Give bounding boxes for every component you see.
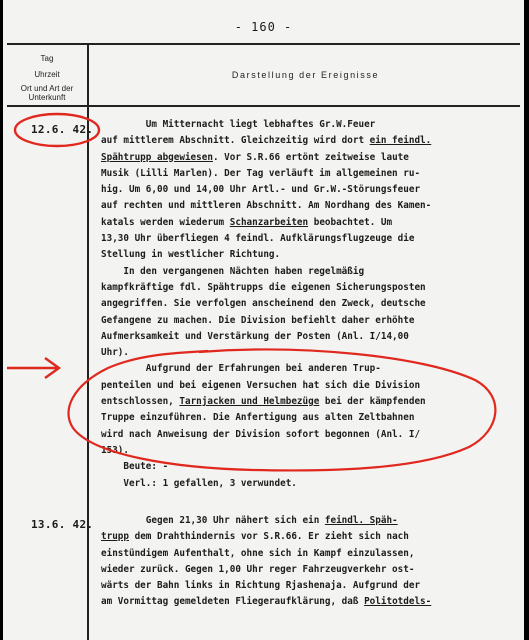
text-segment: . Vor S.R.66 ertönt zeitweise laute (212, 151, 409, 163)
text-segment: 13,30 Uhr überfliegen 4 feindl. Aufklärungsflugzeuge die (101, 233, 415, 245)
text-segment: entschlossen, (101, 396, 180, 408)
text-segment: Musik (Lilli Marlen). Der Tag verläuft im allgemeinen ru- (101, 167, 421, 179)
text-segment: wärts der Bahn links in Richtung Rjashenaja. Aufgrund der (101, 580, 421, 592)
text-segment: Verl.: 1 gefallen, 3 verwundet. (101, 477, 297, 489)
underlined-text: Spähtrupp abgewiesen (101, 151, 213, 163)
text-segment: bei der kämpfenden (319, 396, 426, 408)
header-title: Darstellung der Ereignisse (231, 70, 380, 80)
text-segment: Gegen 21,30 Uhr nähert sich ein (101, 515, 325, 526)
text-segment: auf mittlerem Abschnitt. Gleichzeitig wird dort (101, 135, 370, 147)
entry-date-2: 13.6. 42. (31, 518, 94, 531)
text-segment: kampfkräftige fdl. Spähtrupps die eigenen Sicherungsposten (101, 281, 426, 293)
text-segment: wieder zurück. Gegen 1,00 Uhr reger Fahrzeugverkehr ost- (101, 563, 415, 575)
underlined-text: trupp (101, 531, 129, 543)
text-segment: am Vormittag gemeldeten Fliegeraufklärung, daß (101, 596, 365, 608)
text-segment: Beute: - (101, 461, 169, 473)
text-segment: katals werden wiederum (101, 216, 230, 228)
text-segment: penteilen und bei eigenen Versuchen hat sich die Division (101, 379, 421, 391)
date-circle-annotation (15, 114, 99, 146)
text-segment: Gefangene zu machen. Die Division befiehlt daher erhöhte (101, 314, 415, 326)
text-segment: Uhr). (101, 347, 129, 359)
page-number: - 160 - (234, 20, 293, 34)
text-segment: angegriffen. Sie verfolgen anscheinend den Zweck, deutsche (101, 298, 426, 310)
entry-date-1: 12.6. 42. (31, 123, 94, 136)
text-segment: Truppe einzuführen. Die Anfertigung aus alten Zeltbahnen (101, 412, 415, 424)
header-ort-label: Ort und Art der Unterkunft (20, 84, 74, 102)
text-segment: In den vergangenen Nächten haben regelmäßig (101, 265, 365, 277)
header-uhrzeit-label: Uhrzeit (34, 70, 60, 79)
text-segment: beobachtet. Um (308, 216, 393, 228)
text-segment: einstündigem Aufenthalt, ohne sich in Kampf einzulassen, (101, 547, 415, 559)
arrow-annotation (7, 358, 59, 378)
text-segment: 153). (101, 444, 129, 456)
text-segment: Stellung in westlicher Richtung. (101, 249, 281, 261)
text-segment: Aufmerksamkeit und Verstärkung der Posten (Anl. I/14,00 (101, 330, 409, 342)
header-tag-label: Tag (40, 54, 54, 63)
paragraph-circle-annotation (68, 350, 495, 471)
underlined-text: Tarnjacken und Helmbezüge (179, 396, 320, 408)
text-segment: dem Drahthindernis vor S.R.66. Er zieht sich nach (129, 531, 409, 543)
text-segment: hig. Um 6,00 und 14,00 Uhr Artl.- und Gr.W.-Störungsfeuer (101, 184, 421, 196)
red-annotations (3, 0, 524, 640)
underlined-text: Schanzarbeiten (229, 216, 309, 228)
text-segment: wird nach Anweisung der Division sofort begonnen (Anl. I/ (101, 428, 421, 440)
underlined-text: ein feindl. (369, 135, 432, 147)
text-segment: Um Mitternacht liegt lebhaftes Gr.W.Feuer (101, 119, 376, 130)
text-segment: auf rechten und mittleren Abschnitt. Am Nordhang des Kamen- (101, 200, 432, 212)
underlined-text: feindl. Späh- (324, 515, 398, 526)
underlined-text: Politotdels- (364, 596, 432, 608)
text-segment: Aufgrund der Erfahrungen bei anderen Trup- (101, 363, 381, 375)
document-page (3, 0, 524, 640)
